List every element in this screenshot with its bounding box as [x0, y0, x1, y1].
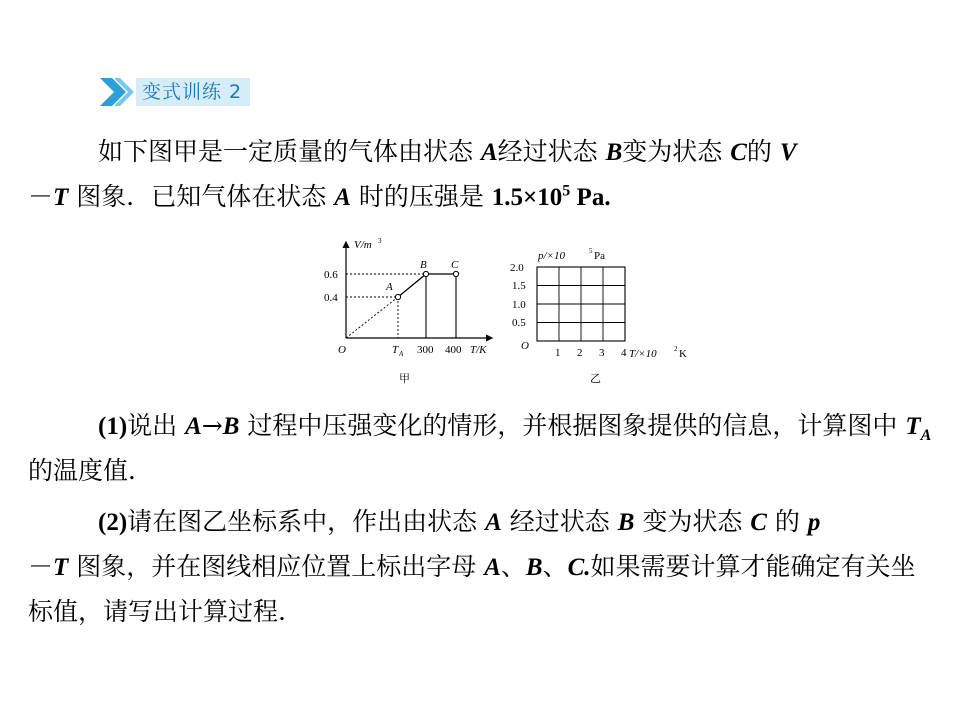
y-axis-label: V/m	[354, 239, 372, 251]
y-tick-label: 1.0	[512, 299, 526, 311]
point-b	[423, 271, 428, 276]
problem-statement: 如下图甲是一定质量的气体由状态 A经过状态 B变为状态 C的 V －T 图象．已知气体在状态 A 时的压强是 $1.5\times 10^5$ Pa.	[28, 137, 797, 211]
point-label-b: B	[420, 259, 427, 271]
y-axis-unit: Pa	[594, 250, 605, 262]
figures	[320, 238, 720, 388]
point-label-c: C	[451, 259, 459, 271]
origin-label: O	[338, 344, 346, 356]
x-tick-label: 300	[417, 344, 434, 356]
point-c	[453, 271, 458, 276]
x-tick-label: 4	[621, 347, 627, 359]
x-axis-exp: 2	[674, 345, 678, 353]
point-a	[395, 294, 400, 299]
exercise-label: 变式训练 2	[136, 78, 250, 106]
figure-yi-pt-grid	[504, 238, 724, 388]
grid	[537, 267, 625, 341]
x-axis-unit: K	[679, 348, 687, 360]
y-tick-label: 1.5	[512, 280, 526, 292]
x-tick-label: 2	[577, 347, 583, 359]
chevron-right-icon	[100, 76, 134, 108]
y-axis-label: p/×10	[538, 250, 565, 262]
y-tick-label: 2.0	[510, 262, 524, 274]
figure-caption: 乙	[590, 373, 601, 385]
question-2: (2)请在图乙坐标系中，作出由状态 A 经过状态 B 变为状态 C 的 p －T 图象，并在图线相应位置上标出字母 A、B、C.如果需要计算才能确定有关坐标值，请写出计算过程.	[28, 507, 916, 626]
y-axis-exp: 3	[378, 238, 382, 245]
figure-caption: 甲	[399, 373, 410, 385]
x-tick-label: 1	[555, 347, 561, 359]
y-tick-label: 0.4	[324, 292, 338, 304]
exercise-banner	[100, 76, 250, 108]
x-axis-label: T/×10	[629, 348, 657, 360]
x-tick-label: T	[392, 344, 399, 356]
point-label-a: A	[386, 281, 393, 293]
figure-jia-vt-graph	[320, 238, 500, 388]
y-axis-exp: 5	[589, 247, 593, 255]
extrapolation-line	[346, 297, 398, 338]
x-axis-label: T/K	[470, 344, 487, 356]
origin-label: O	[521, 340, 529, 352]
question-1: (1)说出 A→B 过程中压强变化的情形，并根据图象提供的信息，计算图中 $T_A$ 的温度值．	[28, 411, 932, 485]
y-tick-label: 0.5	[512, 317, 526, 329]
x-tick-label: 3	[599, 347, 605, 359]
ab-line	[398, 274, 426, 297]
x-tick-label: 400	[445, 344, 462, 356]
x-tick-sub: A	[399, 350, 404, 358]
y-tick-label: 0.6	[324, 269, 338, 281]
